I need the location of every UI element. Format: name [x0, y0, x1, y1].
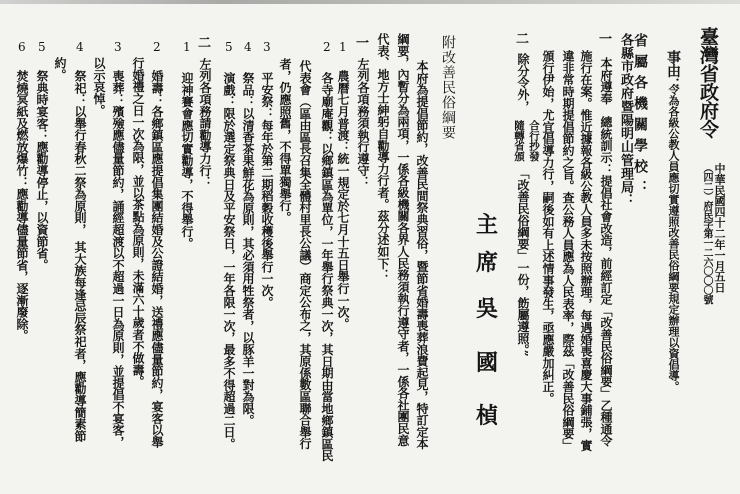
item-line: 祭品：以清香茶果鮮花為原則，其必須用牲祭者，以豚羊一對為限。 — [241, 72, 255, 427]
item-number: 6 — [18, 40, 26, 54]
subject-text: 令為各級公教人員應切實遵照改善民俗綱要規定辦理以資倡導。 — [667, 84, 680, 392]
order-line: 本府遵奉 總統訓示：提倡社會改造，前經訂定「改善民俗綱要」乙種通令 — [599, 57, 613, 447]
item-line: 者，仍應照舊，不得單獨舉行。 — [278, 58, 292, 224]
appendix-intro-line: 綱要，內暫分為兩項，一係各級機關各界人民務須執行遵守者，一係各社團民意 — [396, 33, 410, 447]
item-line: 祭祀：以舉行春秋二祭為原則， 其大族每逢忌辰祭祀者，應勸導簡素節 — [73, 70, 87, 442]
item-line: 喪葬：殯殮應儘量節約，誦經超渡以不超過一日為原則，並提倡不宴客， — [111, 70, 125, 448]
item-line: 各寺廟庵觀：以鄉鎮區為單位，一年舉行祭典一次，其日期由當地鄉鎮區民 — [320, 72, 334, 462]
document-title: 臺灣省政府令 — [697, 27, 719, 138]
order-note: 隨轉省頒 — [513, 120, 525, 161]
item-number: 5 — [38, 40, 46, 54]
item-number: 4 — [244, 40, 252, 54]
order-note: 合行抄發 — [528, 120, 540, 161]
section-marker-1: 一 — [599, 32, 613, 47]
part1-marker: 一 — [356, 36, 370, 51]
item-line: 焚燒冥紙及燃放爆竹：應勸導儘量節省，逐漸廢除。 — [15, 70, 29, 342]
item-line: 迎神賽會應切實勸導，不得舉行。 — [180, 72, 194, 250]
item-line: 平安祭：每年於第二期稻穀收穫後舉行一次。 — [260, 72, 274, 309]
part2-marker: 二 — [198, 36, 212, 51]
document-number: （四二）府民字第一二六〇〇〇號 — [701, 163, 712, 305]
item-number: 1 — [339, 40, 347, 54]
signature-name-char: 吳 — [476, 296, 499, 322]
item-number: 1 — [183, 40, 191, 54]
item-line: 婚壽：各鄉鎮區應提倡集團結婚及公證結婚，送禮應儘量節約，宴客以舉 — [150, 70, 164, 448]
item-number: 2 — [323, 40, 331, 54]
appendix-intro-line: 代表、地方士紳躬自勸導力行者。茲分述如下： — [376, 33, 390, 281]
item-line: 約。 — [53, 57, 67, 81]
section-marker-2: 二 — [516, 32, 530, 47]
item-number: 3 — [263, 40, 271, 54]
signature-name-char: 楨 — [476, 403, 499, 429]
item-number: 3 — [114, 40, 122, 54]
signature-title-char: 主 — [476, 212, 499, 238]
item-number: 4 — [76, 40, 84, 54]
order-line: 頒行伊始，尤宜倡導力行，嗣後如有上述情事發生，亟應嚴加糾正。 — [541, 50, 555, 405]
document-date: 中華民國四十二年一月五日 — [713, 163, 726, 293]
item-line: 代表會（區由區長召集全體村里長公議）商定公布之，其原係數區聯合舉行 — [298, 60, 312, 450]
item-line: 以示哀悼。 — [92, 57, 106, 117]
appendix-intro-line: 本府為提倡節約，改善民間祭典習俗，暨節省婚壽喪葬浪費起見，特訂定本 — [415, 60, 429, 450]
item-line: 行婚禮之日一次為限，並以茶點為原則，未滿六十歲者不做壽。 — [131, 57, 145, 388]
order-line: 「改善民俗綱要」一份，飭屬遵照。” — [516, 167, 530, 357]
item-line: 農曆七月普渡：統一規定於七月十五日舉行一次。 — [336, 70, 350, 330]
scan-edge — [0, 0, 740, 4]
signature-title-char: 席 — [476, 250, 499, 276]
appendix-title: 附改善民俗綱要 — [440, 35, 456, 140]
item-line: 祭典時宴客：應勸導停止，以資節省。 — [35, 70, 49, 271]
item-number: 5 — [225, 40, 233, 54]
item-line: 演戲：限於選定祭典日及平安祭日，一年各限一次，最多不得超過二日。 — [222, 72, 236, 450]
subject-label: 事由： — [665, 50, 681, 92]
recipient-agencies: 省屬各機關學校： — [632, 33, 648, 201]
item-number: 2 — [153, 40, 161, 54]
signature-name-char: 國 — [476, 350, 499, 376]
part1-heading: 左列各項務須執行遵守： — [356, 58, 370, 188]
order-line: 除分令外， — [516, 53, 530, 113]
order-line: 施行在案。惟近據報各級公教人員多未按照辦理，每遇婚喪喜慶大事鋪張，實 — [579, 50, 593, 452]
recipient-counties: 各縣市政府暨陽明山管理局： — [618, 33, 633, 208]
order-line: 違非常時期提倡節約之旨。查公務人員應為人民表率，際茲「改善民俗綱要」 — [561, 50, 575, 452]
part2-heading: 左列各項務請勸導力行： — [198, 58, 212, 188]
